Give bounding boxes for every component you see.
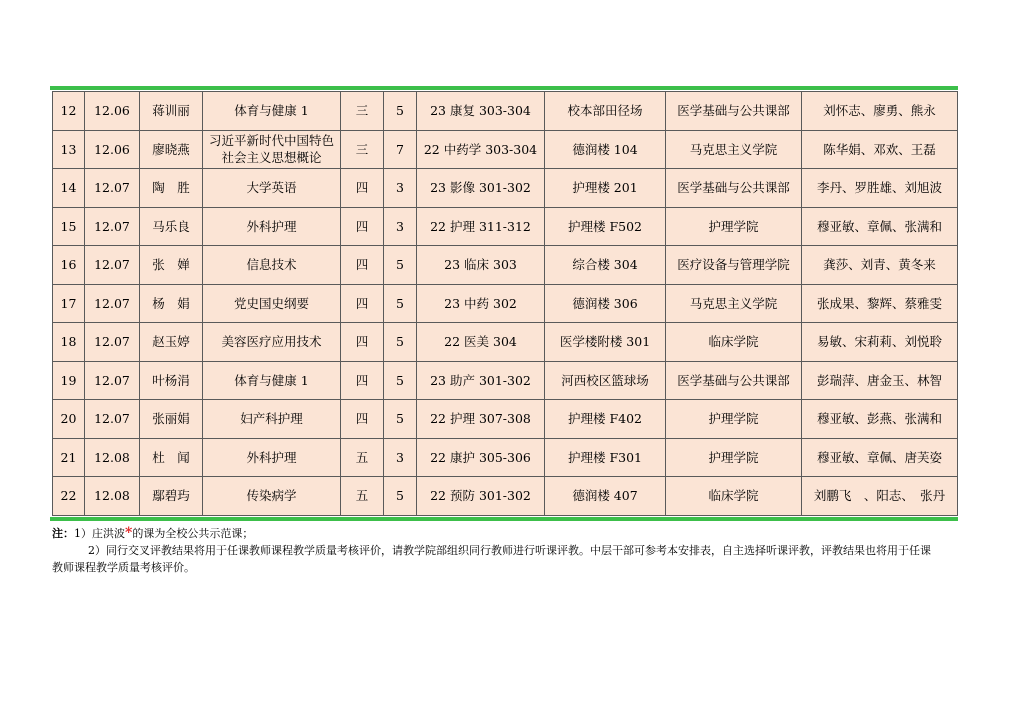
- cell-period: 5: [384, 92, 417, 131]
- cell-teacher: 叶杨涓: [140, 361, 203, 400]
- cell-evaluators: 穆亚敏、彭燕、张满和: [802, 400, 958, 439]
- cell-department: 医疗设备与管理学院: [666, 246, 802, 285]
- schedule-table: [52, 91, 958, 516]
- cell-course: 大学英语: [203, 169, 341, 208]
- cell-teacher: 廖晓燕: [140, 130, 203, 169]
- cell-date: 12.07: [85, 361, 140, 400]
- cell-class: 23 中药 302: [417, 284, 545, 323]
- cell-class: 22 预防 301-302: [417, 477, 545, 516]
- table-row: [53, 246, 958, 285]
- cell-date: 12.07: [85, 400, 140, 439]
- cell-teacher: 赵玉婷: [140, 323, 203, 362]
- table-row: [53, 169, 958, 208]
- footnotes: [52, 525, 957, 576]
- cell-seq: 13: [53, 130, 85, 169]
- cell-department: 马克思主义学院: [666, 130, 802, 169]
- cell-date: 12.08: [85, 438, 140, 477]
- cell-seq: 21: [53, 438, 85, 477]
- cell-period: 3: [384, 438, 417, 477]
- cell-period: 5: [384, 477, 417, 516]
- cell-seq: 19: [53, 361, 85, 400]
- cell-department: 医学基础与公共课部: [666, 361, 802, 400]
- cell-seq: 22: [53, 477, 85, 516]
- cell-location: 护理楼 F402: [545, 400, 666, 439]
- table-row: [53, 361, 958, 400]
- cell-location: 护理楼 F301: [545, 438, 666, 477]
- cell-course: 美容医疗应用技术: [203, 323, 341, 362]
- cell-evaluators: 陈华娟、邓欢、王磊: [802, 130, 958, 169]
- cell-course: 体育与健康 1: [203, 361, 341, 400]
- table-row: [53, 284, 958, 323]
- table-row: [53, 438, 958, 477]
- cell-teacher: 鄢碧玙: [140, 477, 203, 516]
- cell-department: 医学基础与公共课部: [666, 169, 802, 208]
- cell-location: 校本部田径场: [545, 92, 666, 131]
- cell-department: 医学基础与公共课部: [666, 92, 802, 131]
- note-1-prefix: 1）庄洪波: [74, 527, 125, 540]
- cell-department: 临床学院: [666, 323, 802, 362]
- table-row: [53, 207, 958, 246]
- cell-weekday: 五: [341, 477, 384, 516]
- cell-evaluators: 李丹、罗胜雄、刘旭波: [802, 169, 958, 208]
- cell-location: 护理楼 201: [545, 169, 666, 208]
- star-marker: *: [125, 525, 133, 541]
- cell-course: 妇产科护理: [203, 400, 341, 439]
- cell-weekday: 五: [341, 438, 384, 477]
- cell-seq: 15: [53, 207, 85, 246]
- note-label: 注：: [52, 527, 74, 540]
- cell-weekday: 三: [341, 130, 384, 169]
- cell-weekday: 四: [341, 207, 384, 246]
- cell-location: 医学楼附楼 301: [545, 323, 666, 362]
- cell-period: 3: [384, 207, 417, 246]
- cell-date: 12.07: [85, 246, 140, 285]
- cell-teacher: 张 婵: [140, 246, 203, 285]
- table-row: [53, 323, 958, 362]
- cell-class: 22 中药学 303-304: [417, 130, 545, 169]
- cell-seq: 17: [53, 284, 85, 323]
- cell-evaluators: 易敏、宋莉莉、刘悦聆: [802, 323, 958, 362]
- cell-evaluators: 刘怀志、廖勇、熊永: [802, 92, 958, 131]
- cell-teacher: 马乐良: [140, 207, 203, 246]
- note-2-line-1: 2）同行交叉评教结果将用于任课教师课程教学质量考核评价，请教学院部组织同行教师进行听课评教。中层干部可参考本安排表，自主选择听课评教，评教结果也将用于任课: [88, 544, 931, 557]
- cell-course: 习近平新时代中国特色社会主义思想概论: [203, 130, 341, 169]
- cell-weekday: 四: [341, 246, 384, 285]
- cell-weekday: 四: [341, 284, 384, 323]
- table-row: [53, 130, 958, 169]
- note-2-line-2: 教师课程教学质量考核评价。: [52, 561, 195, 574]
- cell-weekday: 四: [341, 323, 384, 362]
- cell-class: 23 助产 301-302: [417, 361, 545, 400]
- cell-course: 传染病学: [203, 477, 341, 516]
- cell-evaluators: 穆亚敏、章佩、张满和: [802, 207, 958, 246]
- cell-evaluators: 彭瑞萍、唐金玉、林智: [802, 361, 958, 400]
- cell-evaluators: 穆亚敏、章佩、唐芙姿: [802, 438, 958, 477]
- cell-period: 5: [384, 284, 417, 323]
- cell-evaluators: 龚莎、刘青、黄冬来: [802, 246, 958, 285]
- cell-date: 12.06: [85, 130, 140, 169]
- cell-class: 22 护理 311-312: [417, 207, 545, 246]
- cell-department: 护理学院: [666, 207, 802, 246]
- note-1-suffix: 的课为全校公共示范课；: [132, 527, 254, 540]
- cell-seq: 18: [53, 323, 85, 362]
- cell-period: 5: [384, 246, 417, 285]
- cell-class: 23 影像 301-302: [417, 169, 545, 208]
- cell-class: 23 临床 303: [417, 246, 545, 285]
- cell-evaluators: 刘鹏飞 、阳志、 张丹: [802, 477, 958, 516]
- cell-weekday: 四: [341, 361, 384, 400]
- cell-course: 外科护理: [203, 438, 341, 477]
- cell-seq: 16: [53, 246, 85, 285]
- cell-course: 信息技术: [203, 246, 341, 285]
- cell-date: 12.08: [85, 477, 140, 516]
- cell-seq: 20: [53, 400, 85, 439]
- cell-department: 临床学院: [666, 477, 802, 516]
- cell-location: 德润楼 407: [545, 477, 666, 516]
- cell-teacher: 杨 娟: [140, 284, 203, 323]
- cell-course: 外科护理: [203, 207, 341, 246]
- note-1: [52, 525, 957, 542]
- cell-weekday: 四: [341, 400, 384, 439]
- cell-period: 5: [384, 400, 417, 439]
- cell-teacher: 蒋训丽: [140, 92, 203, 131]
- cell-department: 护理学院: [666, 400, 802, 439]
- cell-weekday: 三: [341, 92, 384, 131]
- table-row: [53, 400, 958, 439]
- table-row: [53, 92, 958, 131]
- cell-department: 护理学院: [666, 438, 802, 477]
- cell-date: 12.07: [85, 284, 140, 323]
- cell-seq: 12: [53, 92, 85, 131]
- cell-date: 12.07: [85, 207, 140, 246]
- table-row: [53, 477, 958, 516]
- cell-location: 河西校区篮球场: [545, 361, 666, 400]
- cell-location: 综合楼 304: [545, 246, 666, 285]
- cell-class: 22 医美 304: [417, 323, 545, 362]
- cell-class: 22 护理 307-308: [417, 400, 545, 439]
- cell-class: 22 康护 305-306: [417, 438, 545, 477]
- cell-date: 12.07: [85, 323, 140, 362]
- cell-teacher: 杜 闻: [140, 438, 203, 477]
- cell-weekday: 四: [341, 169, 384, 208]
- cell-date: 12.06: [85, 92, 140, 131]
- top-green-rule: [50, 86, 958, 90]
- cell-evaluators: 张成果、黎辉、蔡雅雯: [802, 284, 958, 323]
- cell-date: 12.07: [85, 169, 140, 208]
- cell-seq: 14: [53, 169, 85, 208]
- schedule-table-body: [53, 92, 958, 516]
- cell-teacher: 陶 胜: [140, 169, 203, 208]
- cell-location: 德润楼 306: [545, 284, 666, 323]
- cell-class: 23 康复 303-304: [417, 92, 545, 131]
- cell-teacher: 张丽娟: [140, 400, 203, 439]
- cell-course: 体育与健康 1: [203, 92, 341, 131]
- cell-location: 护理楼 F502: [545, 207, 666, 246]
- bottom-green-rule: [50, 517, 958, 521]
- cell-course: 党史国史纲要: [203, 284, 341, 323]
- cell-location: 德润楼 104: [545, 130, 666, 169]
- cell-period: 7: [384, 130, 417, 169]
- cell-period: 5: [384, 361, 417, 400]
- cell-department: 马克思主义学院: [666, 284, 802, 323]
- cell-period: 5: [384, 323, 417, 362]
- cell-period: 3: [384, 169, 417, 208]
